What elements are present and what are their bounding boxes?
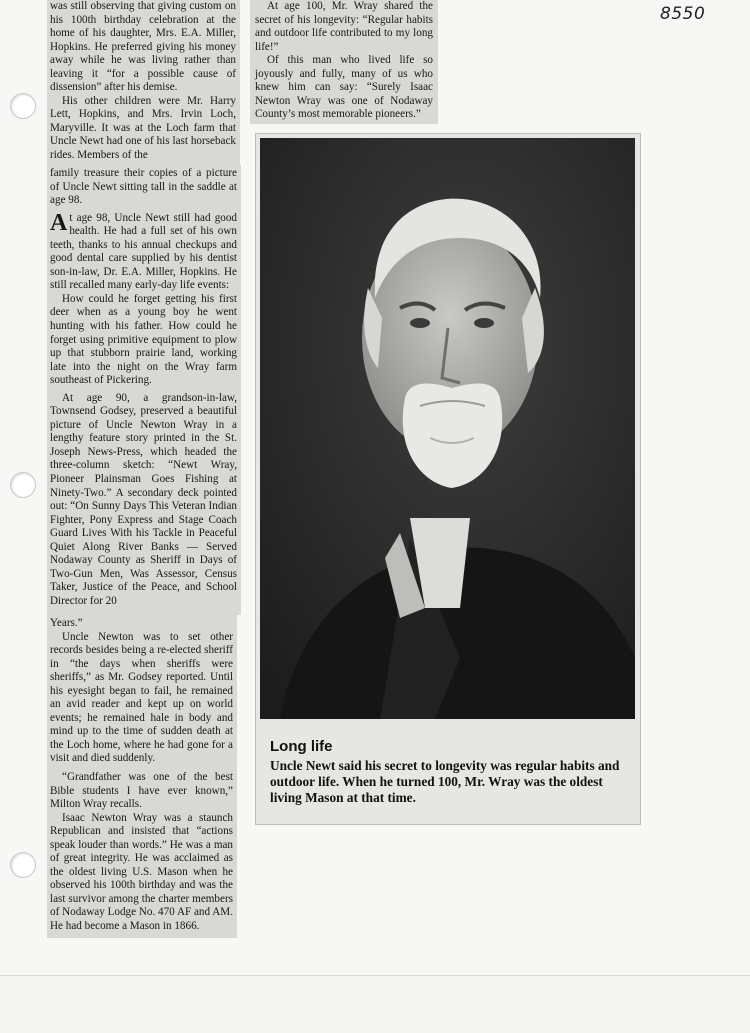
paragraph: At age 100, Mr. Wray shared the secret of his longevity: “Regular habits and outdoor life contributed to my long life!” <box>255 0 433 53</box>
binder-hole <box>10 472 36 498</box>
caption-text: Uncle Newt said his secret to longevity was regular habits and outdoor life. When he turned 100, Mr. Wray was the oldest living Mason at that time. <box>270 758 620 805</box>
paragraph: Uncle Newton was to set other records besides being a re-elected sheriff in “the days when sheriffs were sheriffs,” as Mr. Godsey reported. Until his eyesight began to fail, he remained an avid reader and kept up on world events; he remained hale in body and mind up to the time of sudden death at the Loch home, where he had gone for a visit and died suddenly. <box>50 630 233 765</box>
drop-cap: A <box>50 209 68 236</box>
paragraph: Years.” <box>50 617 83 629</box>
paragraph: “Grandfather was one of the best Bible students I have ever known,” Milton Wray recalls. <box>50 771 233 811</box>
paragraph: Isaac Newton Wray was a staunch Republican and insisted that “actions speak louder than words.” He was a man of great integrity. He was acclaimed as the oldest living U.S. Mason when he observed his 100th birthday and was the last survivor among the charter members of Nodaway Lodge No. 470 AF and AM. He had become a Mason in 1866. <box>50 811 233 933</box>
paragraph: was still observing that giving custom on his 100th birthday celebration at the home of his daughter, Mrs. E.A. Miller, Hopkins. He preferred giving his money away while he was living rather than leaving it “for a possible cause of dissension” after his demise. <box>50 0 236 94</box>
caption-title: Long life <box>270 738 333 755</box>
portrait-illustration <box>260 138 635 719</box>
binder-hole <box>10 93 36 119</box>
binder-hole <box>10 852 36 878</box>
paragraph: family treasure their copies of a picture of Uncle Newt sitting tall in the saddle at age 98. <box>50 167 237 207</box>
paragraph-with-drop-cap <box>50 209 237 293</box>
article-column-2 <box>250 0 438 124</box>
paragraph: How could he forget getting his first deer when as a young boy he went hunting with his father. How could he forget using primitive equipment to plow up that stubborn prairie land, working late into the night on the Wray farm southeast of Pickering. <box>50 292 237 387</box>
paragraph-text: t age 98, Uncle Newt still had good health. He had a full set of his own teeth, thanks to his annual checkups and good dental care supplied by his dentist son-in-law, Dr. E.A. Miller, Hopkins. He still recalled many early-day life events: <box>50 211 237 292</box>
portrait-photo <box>260 138 635 719</box>
paragraph: Of this man who lived life so joyously and fully, many of us who knew him can say: “Surely Isaac Newton Wray was one of Nodaway County’s most memorable pioneers.” <box>255 54 433 121</box>
photo-caption <box>270 738 626 806</box>
paragraph: At age 90, a grandson-in-law, Townsend Godsey, preserved a beautiful picture of Uncle Newton Wray in a lengthy feature story printed in the St. Joseph News-Press, which headed the three-column sketch: “Newt Wray, Pioneer Plainsman Goes Fishing at Ninety-Two.” A secondary deck pointed out: “On Sunny Days This Veteran Indian Fighter, Pony Express and Stage Coach Guard Lives With his Tackle in Peaceful Quiet Along River Banks — Served Nodaway County as Sheriff in Days of Two-Gun Men, Was Assessor, Census Taker, Justice of the Peace, and School Director for 20 <box>50 391 237 607</box>
photo-clipping <box>255 133 641 825</box>
handwritten-page-number: 8550 <box>660 4 706 24</box>
article-column-1-top <box>47 0 240 165</box>
paragraph: His other children were Mr. Harry Lett, Hopkins, and Mrs. Irvin Loch, Maryville. It was at the Loch farm that Uncle Newt had one of his last horseback rides. Members of the <box>50 94 236 162</box>
article-column-1-middle <box>47 165 241 615</box>
article-column-1-bottom <box>47 615 237 938</box>
